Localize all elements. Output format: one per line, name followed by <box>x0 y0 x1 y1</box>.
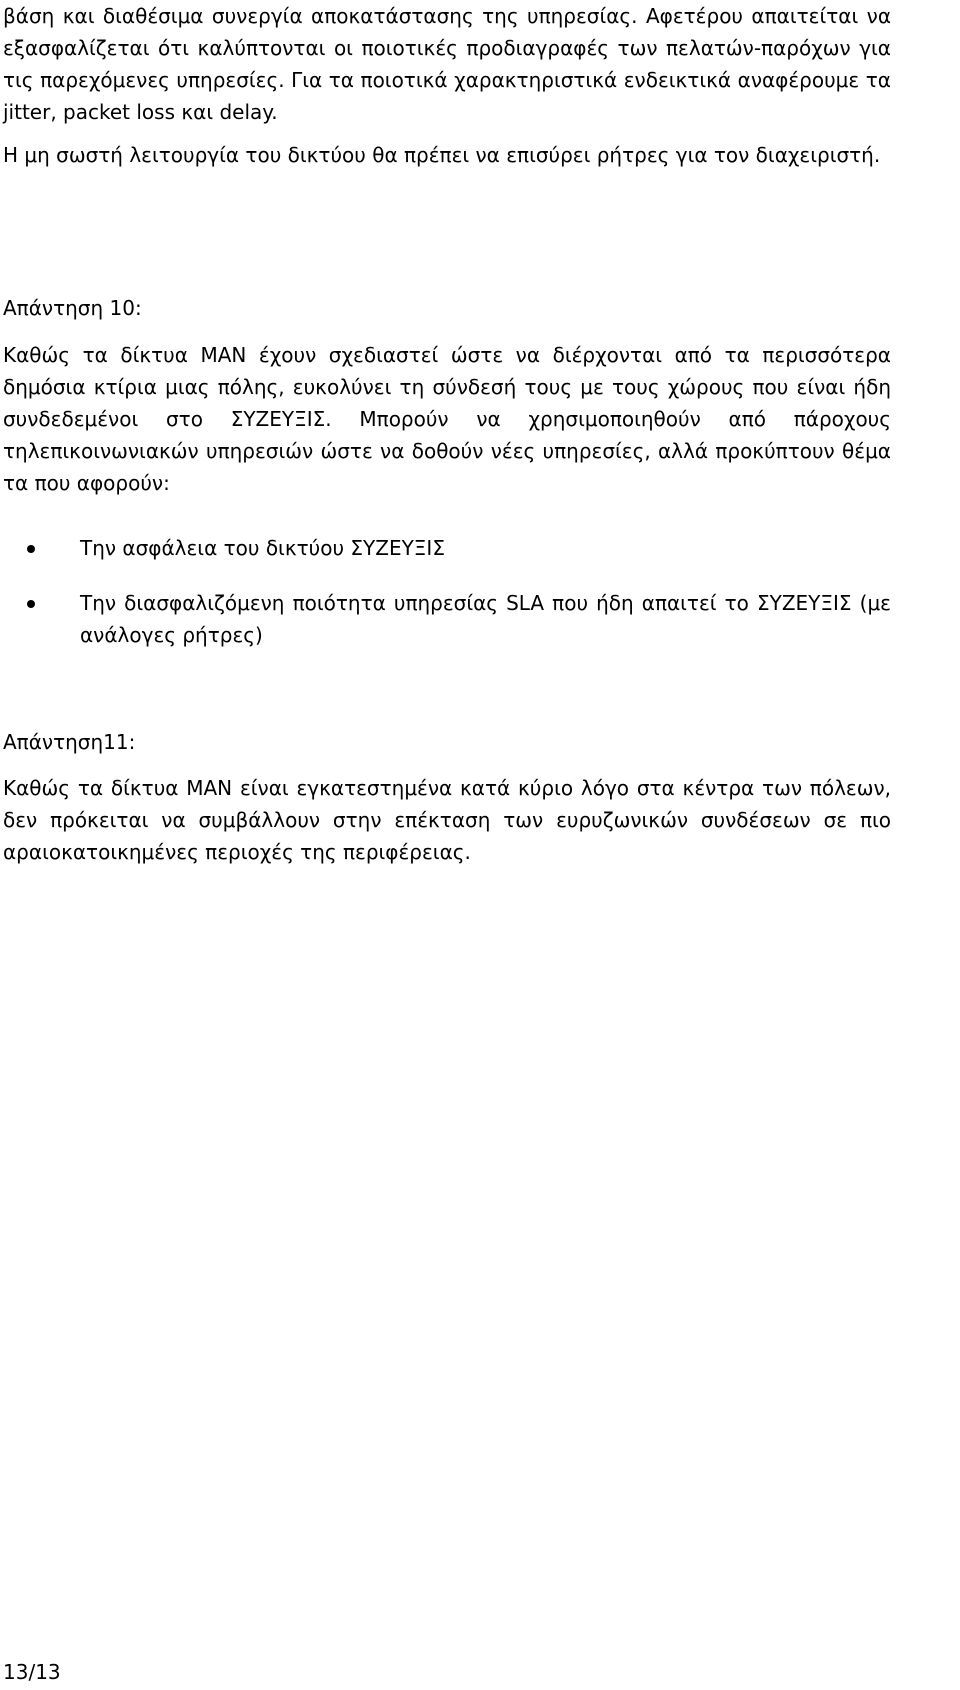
list-item <box>3 532 891 564</box>
paragraph-quality-requirements: βάση και διαθέσιμα συνεργία αποκατάστασης της υπηρεσίας. Αφετέρου απαιτείται να εξασφαλίζεται ότι καλύπτονται οι ποιοτικές προδιαγραφές των πελατών-παρόχων για τις παρεχόμενες υπηρεσίες. Για τα ποιοτικά χαρακτηριστικά ενδεικτικά αναφέρουμε τα jitter, packet loss και delay. <box>3 4 891 124</box>
answer-11-body: Καθώς τα δίκτυα MAN είναι εγκατεστημένα κατά κύριο λόγο στα κέντρα των πόλεων, δεν πρόκειται να συμβάλλουν στην επέκταση των ευρυζωνικών συνδέσεων σε πιο αραιοκατοικημένες περιοχές της περιφέρειας. <box>3 776 891 864</box>
answer-10-bullet-list <box>3 532 891 674</box>
page-number: 13/13 <box>3 1660 61 1684</box>
answer-10-heading: Απάντηση 10: <box>3 296 142 320</box>
bullet-icon <box>27 600 35 608</box>
paragraph-penalty-clauses: Η μη σωστή λειτουργία του δικτύου θα πρέπει να επισύρει ρήτρες για τον διαχειριστή. <box>3 143 881 167</box>
list-item-text: Την διασφαλιζόμενη ποιότητα υπηρεσίας SLA που ήδη απαιτεί το ΣΥΖΕΥΞΙΣ (με ανάλογες ρήτρες) <box>80 591 891 647</box>
continued-section <box>3 0 891 171</box>
list-item <box>3 587 891 651</box>
bullet-icon <box>27 545 35 553</box>
answer-11-heading: Απάντηση11: <box>3 730 136 754</box>
list-item-text: Την ασφάλεια του δικτύου ΣΥΖΕΥΞΙΣ <box>80 536 445 560</box>
answer-10-body: Καθώς τα δίκτυα MAN έχουν σχεδιαστεί ώστε να διέρχονται από τα περισσότερα δημόσια κτίρια μιας πόλης, ευκολύνει τη σύνδεσή τους με τους χώρους που είναι ήδη συνδεδεμένοι στο ΣΥΖΕΥΞΙΣ. Μπορούν να χρησιμοποιηθούν από πάροχους τηλεπικοινωνιακών υπηρεσιών ώστε να δοθούν νέες υπηρεσίες, αλλά προκύπτουν θέμα τα που αφορούν: <box>3 343 891 495</box>
